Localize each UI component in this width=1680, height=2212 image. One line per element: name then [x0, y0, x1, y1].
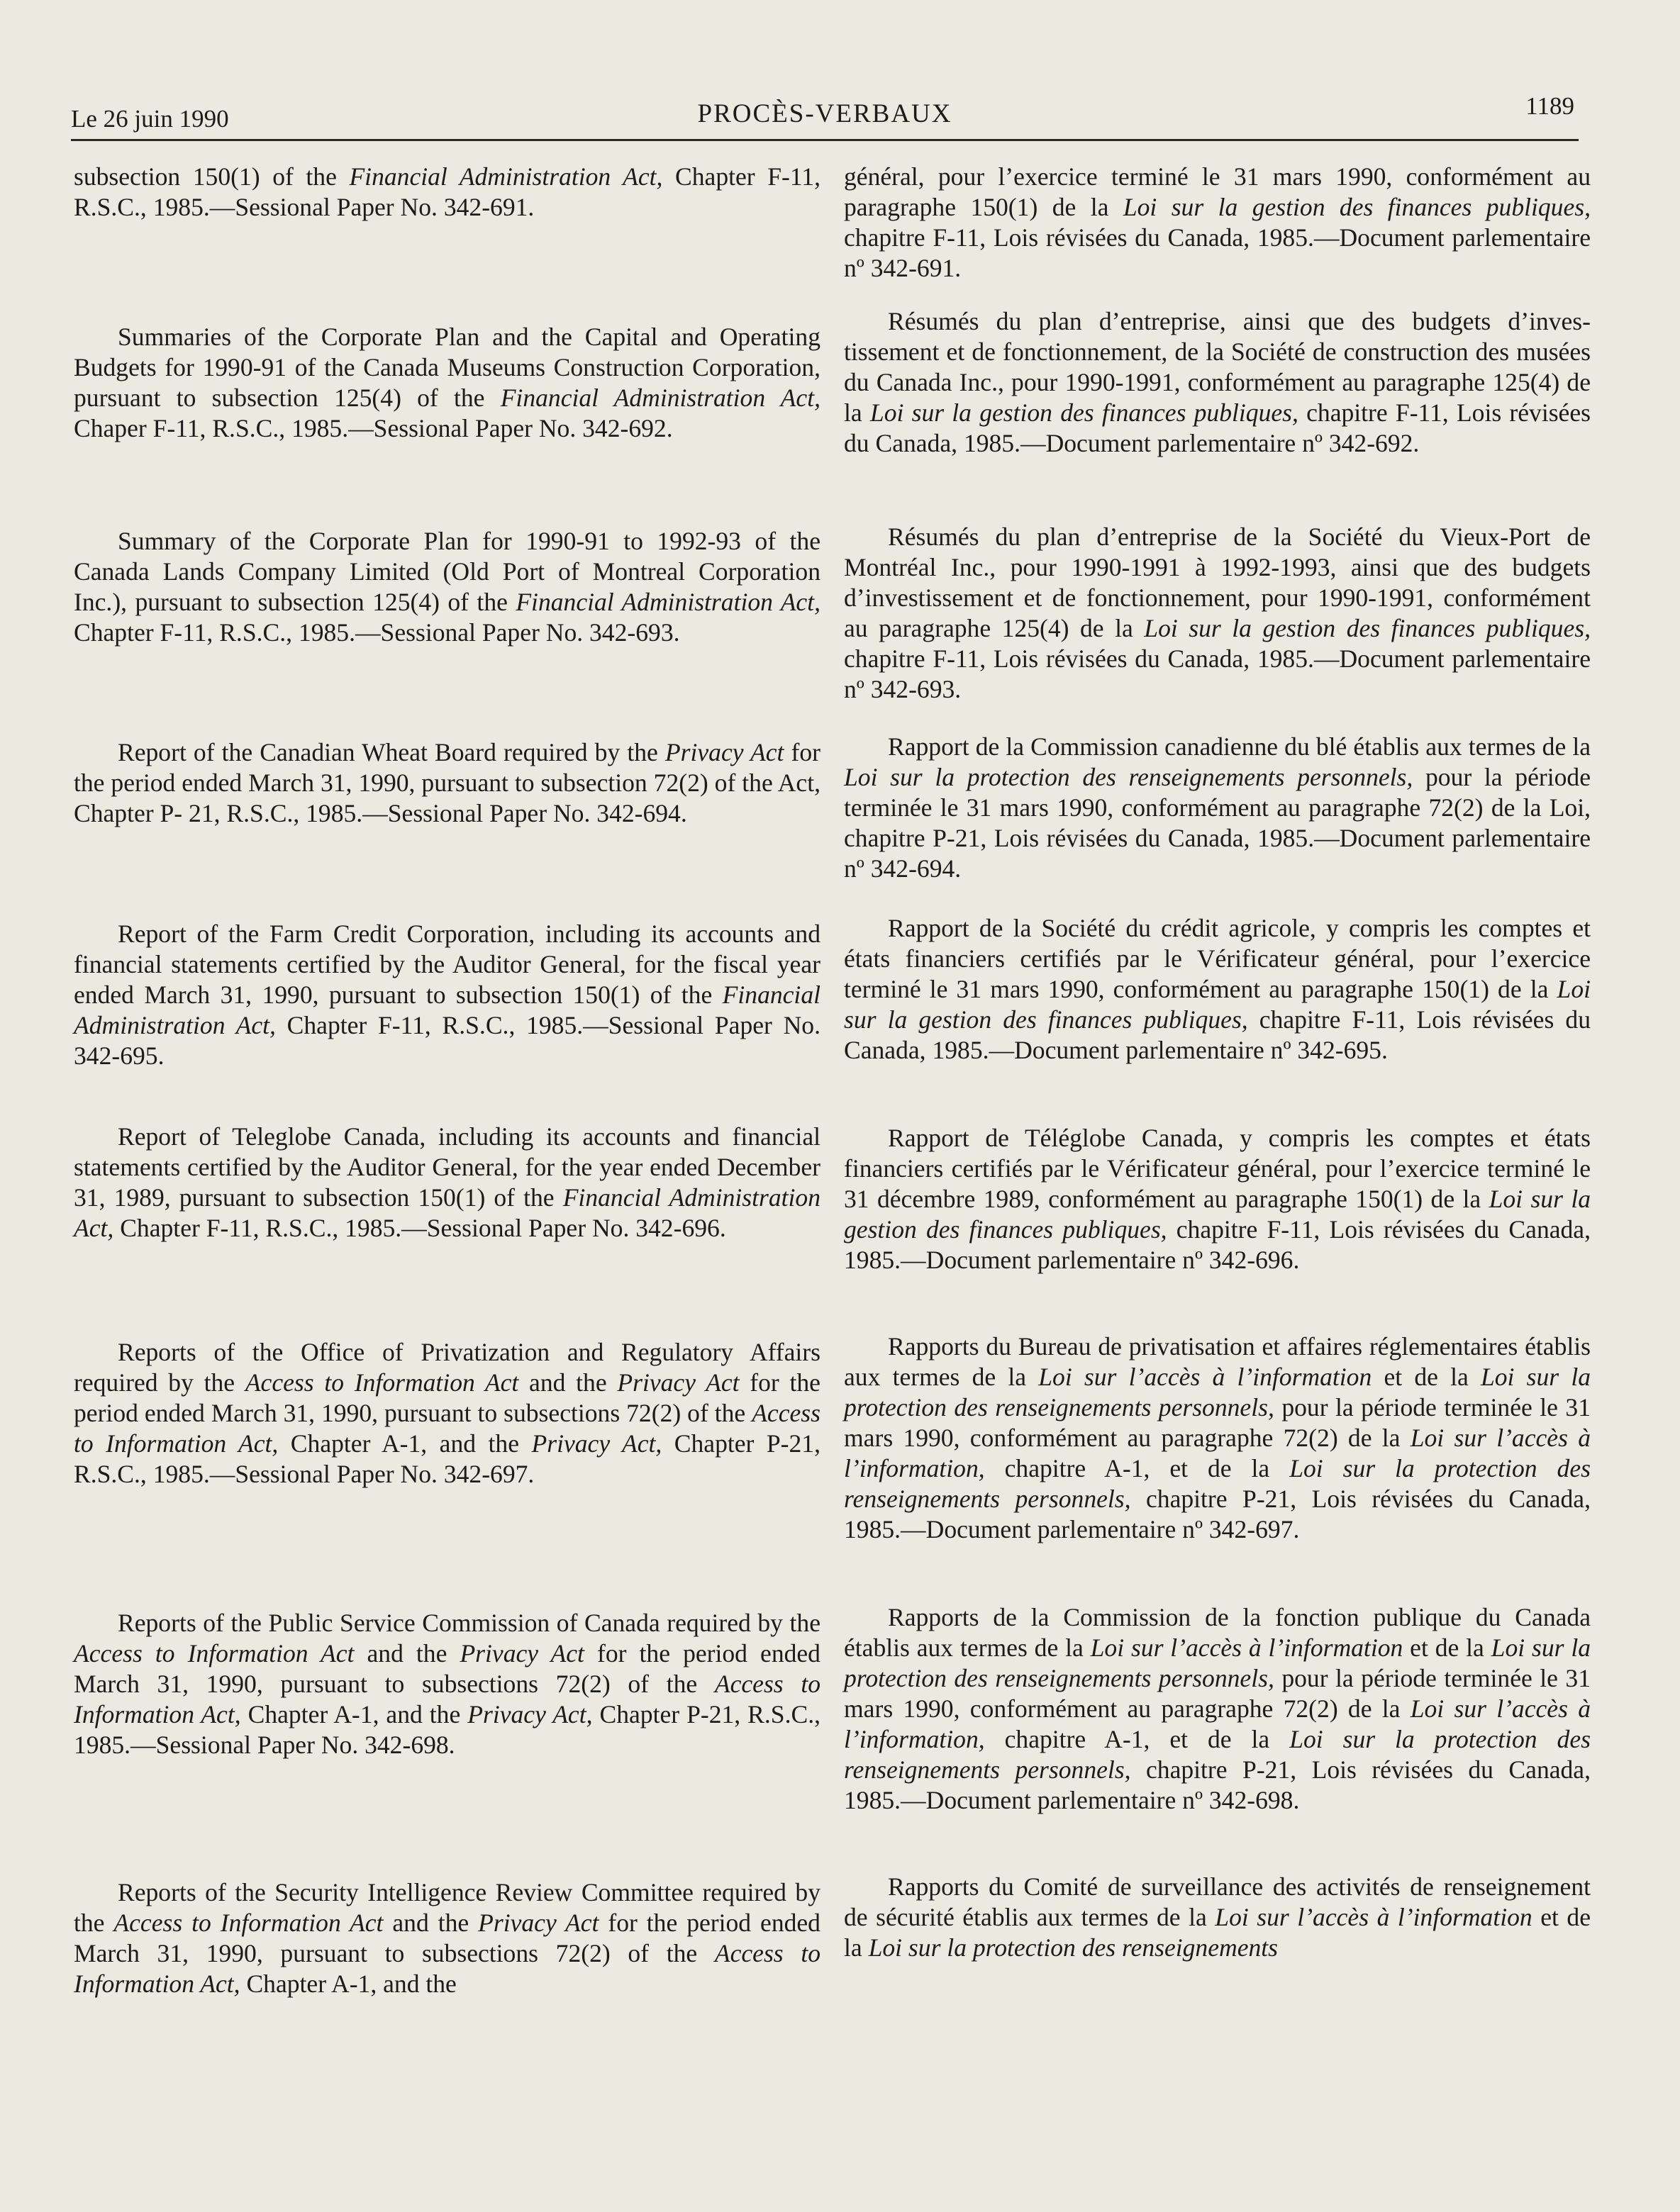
italic-act-title: Privacy Act,	[467, 1700, 593, 1728]
italic-act-title: Loi sur l’accès à l’information,	[844, 1424, 1591, 1482]
text-run: subsection 150(1) of the	[74, 162, 350, 191]
text-run: chapitre P-21, Lois révisées du Canada, 1985.—Document parlementaire nº 342-698.	[844, 1755, 1591, 1814]
text-run: Rapport de la Commission canadienne du blé établis aux termes de la	[888, 732, 1591, 761]
text-run: et de la	[1403, 1633, 1491, 1662]
page-number: 1189	[1525, 92, 1574, 120]
italic-act-title: Loi sur l’accès à l’information	[1090, 1633, 1403, 1662]
text-run: chapitre A-1, et de la	[984, 1454, 1290, 1482]
italic-act-title: Loi sur la protection des renseignements personnels,	[844, 1633, 1591, 1692]
french-entry-6	[844, 1123, 1591, 1275]
italic-act-title: Financial Administration Act,	[349, 162, 663, 191]
text-run: chapitre F-11, Lois révisées du Canada, 1985.—Document parlementaire nº 342-696.	[844, 1215, 1591, 1274]
italic-act-title: Access to Information Act,	[74, 1399, 820, 1458]
text-run: pour la période terminée le 31 mars 1990, conformément au paragraphe 72(2) de la Loi, chapitre P-21, Lois révisées du Canada, 1985.—Document parlementaire nº 342-694.	[844, 763, 1591, 883]
text-run: for the period ended March 31, 1990, pursuant to subsections 72(2) of the	[74, 1368, 820, 1427]
text-run: chapitre F-11, Lois révisées du Canada, 1985.—Document parlementaire nº 342-692.	[844, 398, 1591, 457]
header-date: Le 26 juin 1990	[71, 105, 229, 133]
italic-act-title: Financial Administration Act,	[74, 1183, 820, 1242]
text-run: Reports of the Public Service Commission of Canada required by the	[118, 1609, 820, 1637]
italic-act-title: Access to Information Act	[113, 1909, 384, 1937]
french-entry-2	[844, 306, 1591, 459]
english-entry-8	[74, 1608, 820, 1760]
text-run: Chaper F-11, R.S.C., 1985.—Sessional Paper No. 342-692.	[74, 414, 673, 442]
french-entry-9	[844, 1872, 1591, 1963]
text-run: Chapter F-11, R.S.C., 1985.—Sessional Paper No. 342-696.	[113, 1214, 726, 1242]
text-run: Rapports du Comité de surveillance des activités de renseignement de sécurité établis aux termes de la	[844, 1872, 1591, 1931]
italic-act-title: Access to Information Act,	[74, 1670, 820, 1728]
text-run: Report of the Farm Credit Corporation, including its accounts and financial statements certified by the Auditor General, for the fiscal year ended March 31, 1990, pursuant to subsection 150(1) of the	[74, 920, 820, 1009]
text-run: Rapports de la Commission de la fonction publique du Canada établis aux termes de la	[844, 1603, 1591, 1662]
english-entry-1	[74, 162, 820, 223]
italic-act-title: Loi sur l’accès à l’information	[1215, 1903, 1532, 1931]
italic-act-title: Privacy Act	[664, 738, 784, 766]
english-entry-9	[74, 1877, 820, 1999]
text-run: pour la période terminée le 31 mars 1990, conformément au paragraphe 72(2) de la	[844, 1664, 1591, 1723]
text-run: Chapter A-1, and the	[240, 1700, 468, 1728]
italic-act-title: Loi sur l’accès à l’information,	[844, 1694, 1591, 1753]
english-entry-6	[74, 1122, 820, 1244]
text-run: Summary of the Corporate Plan for 1990-91 to 1992-93 of the Canada Lands Company Limited (Old Port of Montreal Corporation Inc.), pursuant to subsection 125(4) of the	[74, 527, 820, 616]
italic-act-title: Privacy Act	[617, 1368, 740, 1397]
italic-act-title: Privacy Act	[478, 1909, 599, 1937]
text-run: Résumés du plan d’entreprise de la Société du Vieux-Port de Montréal Inc., pour 1990-1991 à 1992-1993, ainsi que des budgets d’investissement et de fonctionnement, pour 1990-1991, conformément au paragraphe 125(4) de la	[844, 523, 1591, 642]
italic-act-title: Loi sur la gestion des finances publiques,	[1144, 614, 1591, 642]
text-run: Chapter A-1, and the	[240, 1970, 457, 1998]
italic-act-title: Loi sur la gestion des finances publiques,	[1123, 193, 1591, 221]
italic-act-title: Loi sur la protection des renseignements personnels,	[844, 763, 1413, 791]
text-run: et de la	[844, 1903, 1591, 1962]
text-run: Chapter A-1, and the	[278, 1429, 532, 1458]
text-run: Rapport de Téléglobe Canada, y compris les comptes et états financiers certifiés par le Vérificateur général, pour l’exercice terminé le 31 décembre 1989, conformément au paragraphe 150(1) de la	[844, 1124, 1591, 1213]
text-run: chapitre F-11, Lois révisées du Canada, 1985.—Document parlementaire nº 342-695.	[844, 1005, 1591, 1064]
italic-act-title: Financial Administration Act,	[516, 588, 820, 616]
italic-act-title: Loi sur la gestion des finances publiques,	[869, 398, 1298, 427]
italic-act-title: Access to Information Act	[245, 1368, 519, 1397]
text-run: chapitre P-21, Lois révisées du Canada, 1985.—Document parlementaire nº 342-697.	[844, 1485, 1591, 1543]
text-run: for the period ended March 31, 1990, pursuant to subsection 72(2) of the Act, Chapter P- 21, R.S.C., 1985.—Sessional Paper No. 342-694.	[74, 738, 820, 827]
text-run: Report of Teleglobe Canada, including its accounts and financial statements certified by the Auditor General, for the year ended December 31, 1989, pursuant to subsection 150(1) of the	[74, 1122, 820, 1212]
italic-act-title: Financial Administration Act,	[74, 981, 820, 1039]
text-run: chapitre F-11, Lois révisées du Canada, 1985.—Document parlementaire nº 342-693.	[844, 644, 1591, 703]
text-run: et de la	[1372, 1363, 1481, 1391]
text-run: and the	[383, 1909, 479, 1937]
text-run: chapitre F-11, Lois révisées du Canada, 1985.—Document parlementaire nº 342-691.	[844, 223, 1591, 282]
text-run: Reports of the Office of Privatization and Regulatory Affairs required by the	[74, 1338, 820, 1397]
text-run: Report of the Canadian Wheat Board required by the	[118, 738, 665, 766]
text-run: Reports of the Security Intelligence Review Committee required by the	[74, 1878, 820, 1937]
italic-act-title: Loi sur la gestion des finances publiques,	[844, 1185, 1591, 1244]
italic-act-title: Access to Information Act	[74, 1639, 355, 1668]
english-entry-4	[74, 737, 820, 829]
text-run: Summaries of the Corporate Plan and the Capital and Operating Budgets for 1990-91 of the Canada Museums Construction Corporation, pursuant to subsection 125(4) of the	[74, 323, 820, 412]
italic-act-title: Loi sur la protection des renseignements personnels,	[844, 1454, 1591, 1513]
text-run: Chapter P-21, R.S.C., 1985.—Sessional Paper No. 342-698.	[74, 1700, 820, 1759]
italic-act-title: Access to Information Act,	[74, 1939, 820, 1998]
text-run: Rapports du Bureau de privatisation et affaires réglementaires établis aux termes de la	[844, 1332, 1591, 1391]
english-entry-7	[74, 1337, 820, 1490]
text-run: for the period ended March 31, 1990, pursuant to subsections 72(2) of the	[74, 1639, 820, 1698]
text-run: Chapter F-11, R.S.C., 1985.—Sessional Paper No. 342-695.	[74, 1011, 820, 1070]
text-run: Chapter F-11, R.S.C., 1985.—Sessional Paper No. 342-691.	[74, 162, 820, 221]
french-entry-4	[844, 732, 1591, 884]
italic-act-title: Financial Administration Act,	[500, 384, 820, 412]
text-run: Résumés du plan d’entreprise, ainsi que des budgets d’investissement et de fonctionnement, de la Société de construction des musées du Canada Inc., pour 1990-1991, conformément au paragraphe 125(4) de la	[844, 307, 1591, 427]
english-entry-2	[74, 322, 820, 444]
page-header	[71, 84, 1579, 141]
header-title: PROCÈS-VERBAUX	[697, 99, 952, 128]
italic-act-title: Privacy Act,	[531, 1429, 662, 1458]
text-run: and the	[518, 1368, 618, 1397]
text-run: Chapter F-11, R.S.C., 1985.—Sessional Paper No. 342-693.	[74, 618, 680, 647]
italic-act-title: Loi sur la gestion des finances publiques,	[844, 975, 1591, 1034]
french-entry-1	[844, 162, 1591, 284]
text-run: and the	[354, 1639, 460, 1668]
text-run: chapitre A-1, et de la	[984, 1725, 1290, 1753]
french-entry-3	[844, 522, 1591, 705]
text-run: Rapport de la Société du crédit agricole, y compris les comptes et états financiers certifiés par le Vérificateur général, pour l’exercice terminé le 31 mars 1990, conformément au paragraphe 150(1) de la	[844, 914, 1591, 1003]
french-entry-8	[844, 1602, 1591, 1816]
italic-act-title: Loi sur la protection des renseignements personnels,	[844, 1363, 1591, 1421]
italic-act-title: Loi sur la protection des renseignements personnels,	[844, 1725, 1591, 1784]
text-run: général, pour l’exercice terminé le 31 mars 1990, conformément au paragraphe 150(1) de la	[844, 162, 1591, 221]
french-entry-5	[844, 913, 1591, 1066]
italic-act-title: Privacy Act	[460, 1639, 584, 1668]
english-entry-5	[74, 919, 820, 1071]
italic-act-title: Loi sur l’accès à l’information	[1038, 1363, 1372, 1391]
english-entry-3	[74, 526, 820, 648]
french-entry-7	[844, 1331, 1591, 1545]
italic-act-title: Loi sur la protection des renseignements	[868, 1933, 1279, 1962]
text-run: Chapter P-21, R.S.C., 1985.—Sessional Paper No. 342-697.	[74, 1429, 820, 1488]
text-run: for the period ended March 31, 1990, pursuant to subsections 72(2) of the	[74, 1909, 820, 1967]
text-run: pour la période terminée le 31 mars 1990, conformément au paragraphe 72(2) de la	[844, 1393, 1591, 1452]
